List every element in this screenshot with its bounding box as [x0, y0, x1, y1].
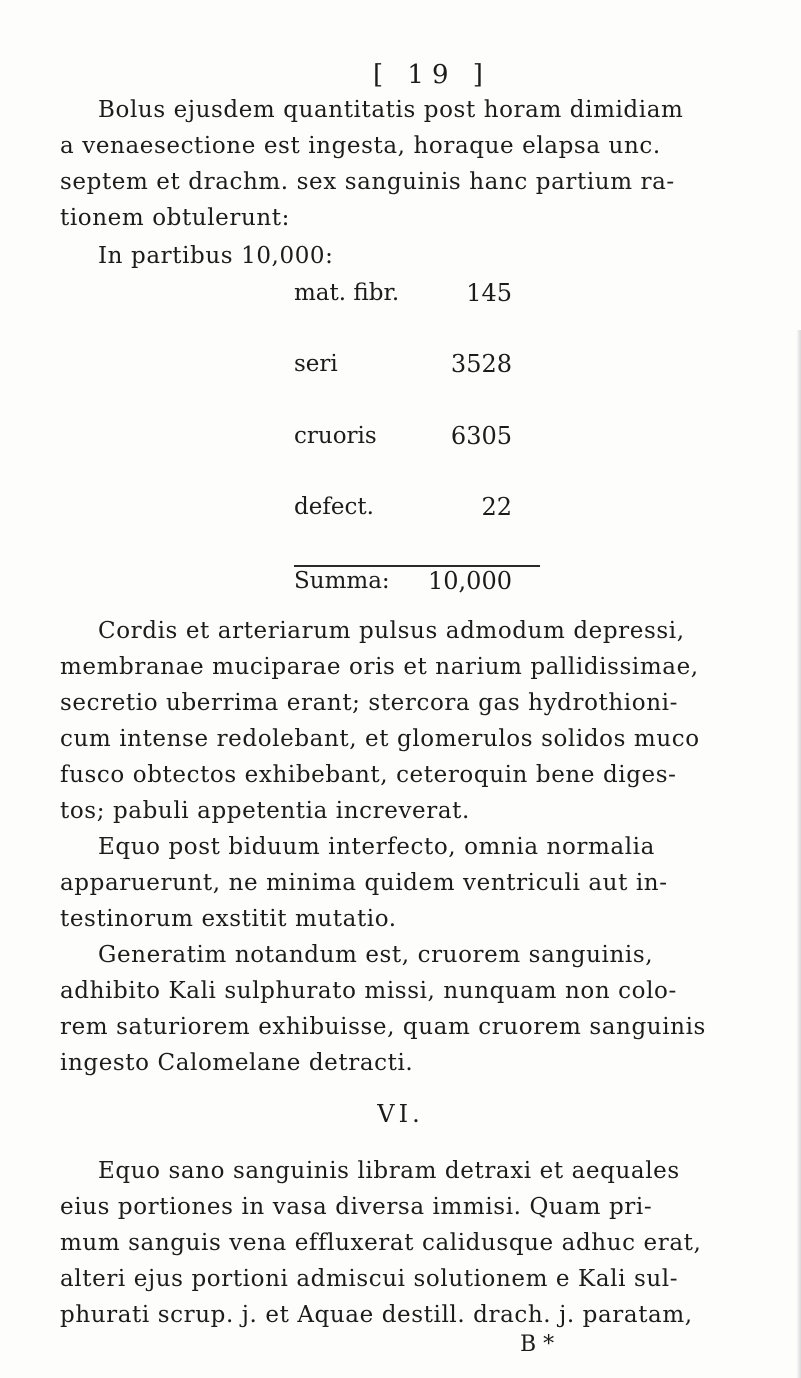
text-line: apparuerunt, ne minima quidem ventriculi aut in-: [60, 870, 668, 896]
signature-mark: B *: [520, 1332, 555, 1357]
table-row-label: cruoris: [294, 423, 377, 449]
text-line: Bolus ejusdem quantitatis post horam dimidiam: [98, 97, 684, 123]
table-row-value: 6305: [450, 422, 512, 450]
table-total-label: Summa:: [294, 568, 390, 594]
text-line: adhibito Kali sulphurato missi, nunquam non colo-: [60, 978, 677, 1004]
table-row-label: defect.: [294, 494, 374, 520]
text-line: ingesto Calomelane detracti.: [60, 1050, 414, 1076]
text-line: secretio uberrima erant; stercora gas hydrothioni-: [60, 690, 678, 716]
table-row-value: 145: [466, 279, 512, 307]
table-row-label: mat. fibr.: [294, 280, 400, 306]
text-line: Equo sano sanguinis libram detraxi et aequales: [98, 1158, 680, 1184]
text-line: mum sanguis vena effluxerat calidusque adhuc erat,: [60, 1230, 702, 1256]
table-row-label: seri: [294, 351, 338, 377]
text-line: Generatim notandum est, cruorem sanguinis,: [98, 942, 654, 968]
text-line: Equo post biduum interfecto, omnia normalia: [98, 834, 655, 860]
table-row-value: 22: [481, 493, 512, 521]
page-edge-shadow: [796, 330, 801, 1378]
text-line: tionem obtulerunt:: [60, 205, 290, 231]
text-line: phurati scrup. j. et Aquae destill. drach. j. paratam,: [60, 1302, 693, 1328]
table-row-value: 3528: [450, 350, 512, 378]
text-line: septem et drachm. sex sanguinis hanc partium ra-: [60, 169, 675, 195]
text-line: Cordis et arteriarum pulsus admodum depressi,: [98, 618, 685, 644]
text-line: a venaesectione est ingesta, horaque elapsa unc.: [60, 133, 661, 159]
section-heading: VI.: [377, 1100, 424, 1128]
text-line: eius portiones in vasa diversa immisi. Quam pri-: [60, 1194, 653, 1220]
text-line: testinorum exstitit mutatio.: [60, 906, 397, 932]
text-line: rem saturiorem exhibuisse, quam cruorem sanguinis: [60, 1014, 706, 1040]
text-line: tos; pabuli appetentia increverat.: [60, 798, 470, 824]
page-number-header: [ 19 ]: [373, 60, 491, 90]
text-line: cum intense redolebant, et glomerulos solidos muco: [60, 726, 700, 752]
text-line: fusco obtectos exhibebant, ceteroquin bene diges-: [60, 762, 677, 788]
table-intro: In partibus 10,000:: [98, 243, 334, 269]
table-total-value: 10,000: [428, 567, 512, 595]
text-line: membranae muciparae oris et narium pallidissimae,: [60, 654, 699, 680]
text-line: alteri ejus portioni admiscui solutionem e Kali sul-: [60, 1266, 679, 1292]
